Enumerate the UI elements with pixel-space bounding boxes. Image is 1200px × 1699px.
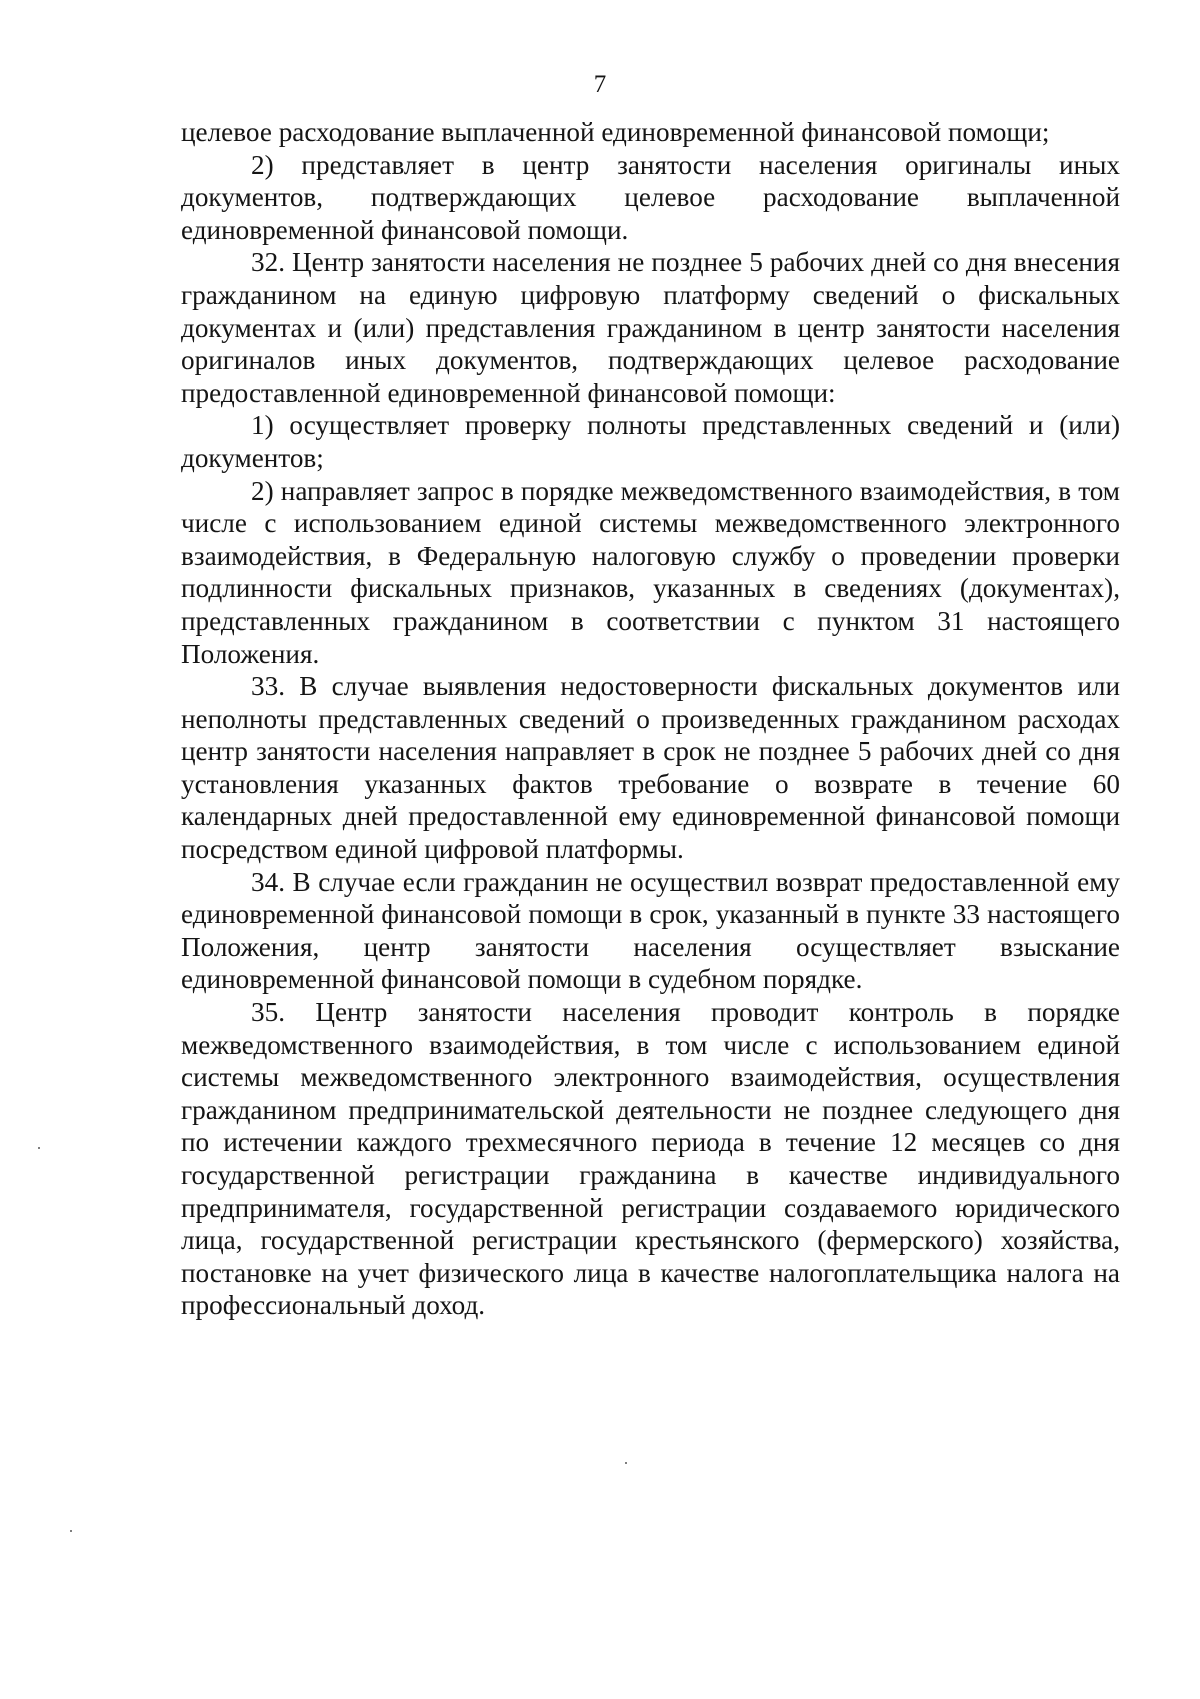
paragraph-item-2-original-documents: 2) представляет в центр занятости населения оригиналы иных документов, подтверждающих целевое расходование выплаченной единовременной финансовой помощи. <box>181 149 1120 245</box>
paragraph-32-item-1: 1) осуществляет проверку полноты представленных сведений и (или) документов; <box>181 410 1120 473</box>
paragraph-32: 32. Центр занятости населения не позднее 5 рабочих дней со дня внесения гражданином на единую цифровую платформу сведений о фискальных документах и (или) представления гражданином в центр занятости населения оригиналов иных документов, подтверждающих целевое расходование предоставленной единовременной финансовой помощи: <box>181 247 1120 408</box>
scan-speck <box>70 1530 72 1532</box>
document-body <box>181 116 1120 1322</box>
paragraph-35: 35. Центр занятости населения проводит контроль в порядке межведомственного взаимодействия, в том числе с использованием единой системы межведомственного электронного взаимодействия, осуществления гражданином предпринимательской деятельности не позднее следующего дня по истечении каждого трехмесячного периода в течение 12 месяцев со дня государственной регистрации гражданина в качестве индивидуального предпринимателя, государственной регистрации создаваемого юридического лица, государственной регистрации крестьянского (фермерского) хозяйства, постановке на учет физического лица в качестве налогоплательщика налога на профессиональный доход. <box>181 997 1120 1321</box>
page-number: 7 <box>593 71 607 98</box>
paragraph-34: 34. В случае если гражданин не осуществил возврат предоставленной ему единовременной финансовой помощи в срок, указанный в пункте 33 настоящего Положения, центр занятости населения осуществляет взыскание единовременной финансовой помощи в судебном порядке. <box>181 866 1120 995</box>
paragraph-continuation: целевое расходование выплаченной единовременной финансовой помощи; <box>181 117 1050 147</box>
scan-speck <box>38 1147 40 1149</box>
paragraph-33: 33. В случае выявления недостоверности фискальных документов или неполноты представленных сведений о произведенных гражданином расходах центр занятости населения направляет в срок не позднее 5 рабочих дней со дня установления указанных фактов требование о возврате в течение 60 календарных дней предоставленной ему единовременной финансовой помощи посредством единой цифровой платформы. <box>181 671 1120 865</box>
scan-speck <box>625 1462 627 1464</box>
paragraph-32-item-2: 2) направляет запрос в порядке межведомственного взаимодействия, в том числе с использованием единой системы межведомственного электронного взаимодействия, в Федеральную налоговую службу о проведении проверки подлинности фискальных признаков, указанных в сведениях (документах), представленных гражданином в соответствии с пунктом 31 настоящего Положения. <box>181 475 1120 669</box>
